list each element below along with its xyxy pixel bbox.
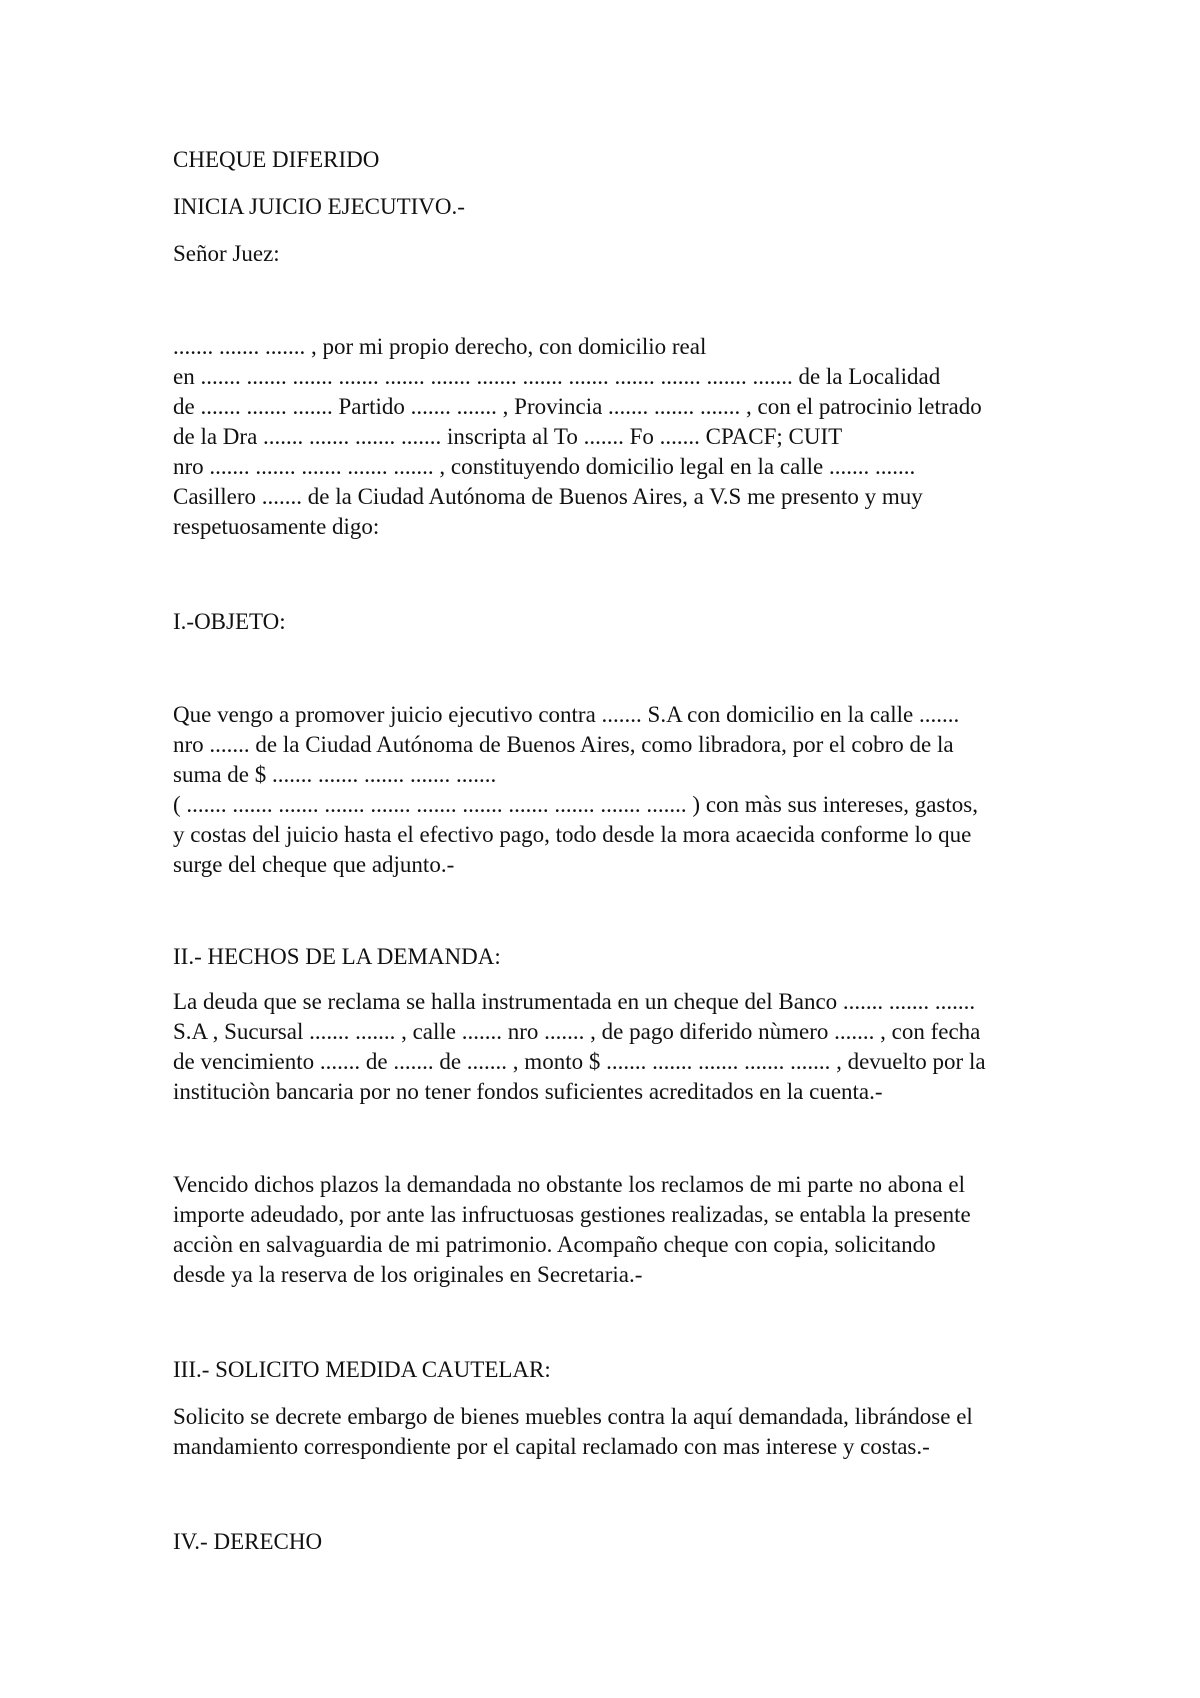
intro-line: ....... ....... ....... , por mi propio derecho, con domicilio real (173, 334, 707, 359)
intro-line: nro ....... ....... ....... ....... ....... , constituyendo domicilio legal en la calle ....... ....... (173, 454, 916, 479)
document-title: CHEQUE DIFERIDO (173, 147, 380, 172)
intro-line: de la Dra ....... ....... ....... ....... inscripta al To ....... Fo ....... CPACF; CUIT (173, 424, 843, 449)
section-heading-cautelar: III.- SOLICITO MEDIDA CAUTELAR: (173, 1357, 551, 1382)
document-subtitle: INICIA JUICIO EJECUTIVO.- (173, 194, 465, 219)
cautelar-line: mandamiento correspondiente por el capital reclamado con mas interese y costas.- (173, 1434, 930, 1459)
objeto-line: y costas del juicio hasta el efectivo pago, todo desde la mora acaecida conforme lo que (173, 822, 972, 847)
intro-line: Casillero ....... de la Ciudad Autónoma de Buenos Aires, a V.S me presento y muy (173, 484, 923, 509)
objeto-line: nro ....... de la Ciudad Autónoma de Buenos Aires, como libradora, por el cobro de la (173, 732, 954, 757)
objeto-line: ( ....... ....... ....... ....... ....... ....... ....... ....... ....... ....... ....... ) con màs sus intereses, gastos, (173, 792, 978, 817)
section-heading-derecho: IV.- DERECHO (173, 1529, 323, 1554)
hechos-line: Vencido dichos plazos la demandada no obstante los reclamos de mi parte no abona el (173, 1172, 965, 1197)
intro-line: de ....... ....... ....... Partido ....... ....... , Provincia ....... ....... ....... , con el patrocinio letrado (173, 394, 982, 419)
intro-line: respetuosamente digo: (173, 514, 380, 539)
hechos-line: desde ya la reserva de los originales en Secretaria.- (173, 1262, 643, 1287)
salutation: Señor Juez: (173, 241, 280, 266)
objeto-line: Que vengo a promover juicio ejecutivo contra ....... S.A con domicilio en la calle ....... (173, 702, 960, 727)
objeto-line: surge del cheque que adjunto.- (173, 852, 455, 877)
hechos-line: acciòn en salvaguardia de mi patrimonio. Acompaño cheque con copia, solicitando (173, 1232, 936, 1257)
intro-line: en ....... ....... ....... ....... ....... ....... ....... ....... ....... ....... ....... ....... ....... de la Localidad (173, 364, 941, 389)
hechos-line: importe adeudado, por ante las infructuosas gestiones realizadas, se entabla la presente (173, 1202, 971, 1227)
section-heading-objeto: I.-OBJETO: (173, 609, 286, 634)
hechos-line: de vencimiento ....... de ....... de ....... , monto $ ....... ....... ....... ....... ....... , devuelto por la (173, 1049, 986, 1074)
cautelar-line: Solicito se decrete embargo de bienes muebles contra la aquí demandada, librándose el (173, 1404, 973, 1429)
hechos-line: S.A , Sucursal ....... ....... , calle ....... nro ....... , de pago diferido nùmero ....... , con fecha (173, 1019, 981, 1044)
hechos-line: instituciòn bancaria por no tener fondos suficientes acreditados en la cuenta.- (173, 1079, 883, 1104)
hechos-line: La deuda que se reclama se halla instrumentada en un cheque del Banco ....... ....... ....... (173, 989, 976, 1014)
objeto-line: suma de $ ....... ....... ....... ....... ....... (173, 762, 497, 787)
section-heading-hechos: II.- HECHOS DE LA DEMANDA: (173, 944, 501, 969)
